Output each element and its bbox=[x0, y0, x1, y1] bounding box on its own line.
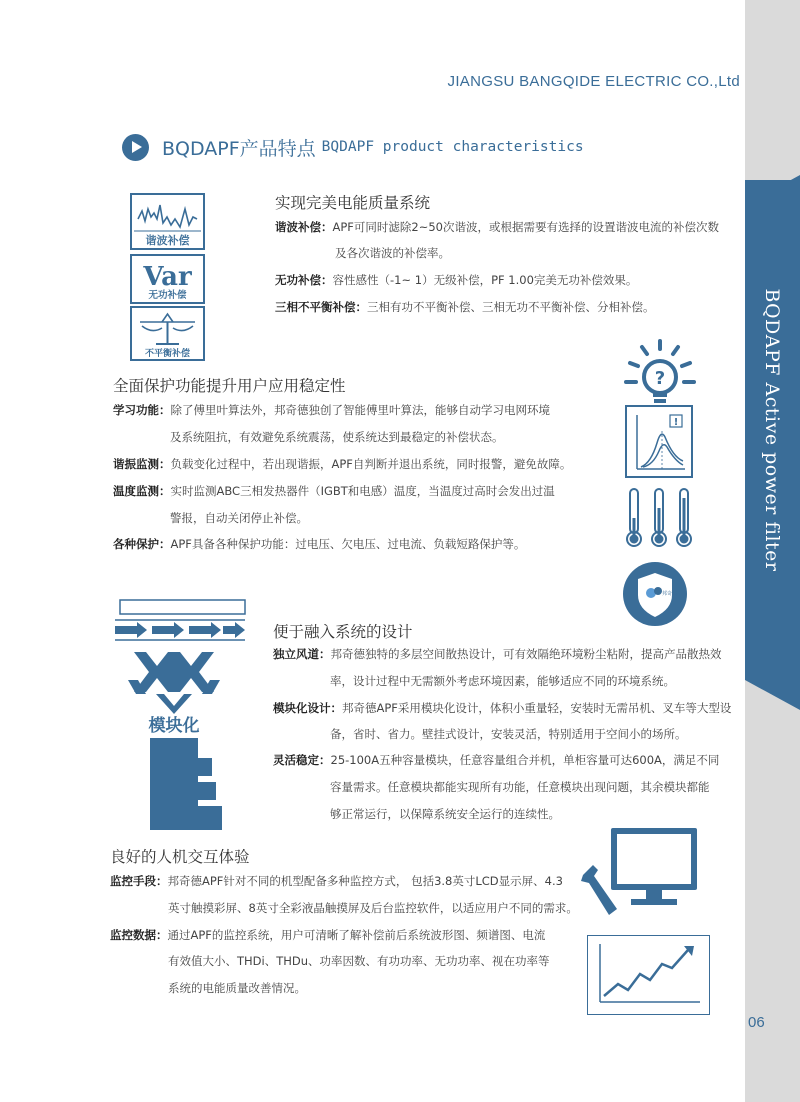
section3-line-6: 容量需求。任意模块都能实现所有功能，任意模块出现问题，其余模块都能 bbox=[330, 780, 710, 794]
var-text: Var bbox=[143, 262, 192, 292]
module-icon bbox=[124, 650, 224, 736]
harmonic-label: 谐波补偿 bbox=[145, 234, 190, 247]
section3-line-7: 够正常运行，以保障系统安全运行的连续性。 bbox=[330, 807, 560, 821]
module-cabinet-icon bbox=[150, 738, 225, 830]
title-en: BQDAPF product characteristics bbox=[321, 139, 584, 155]
title-cn: BQDAPF产品特点 bbox=[162, 137, 316, 160]
monitor-wrench-icon bbox=[575, 823, 700, 923]
page-number: 06 bbox=[748, 1014, 765, 1031]
harmonic-compensation-icon bbox=[130, 193, 205, 250]
unbalance-compensation-icon bbox=[130, 306, 205, 361]
section1-line-1: 谐波补偿：APF可同时滤除2~50次谐波，或根据需要有选择的设置谐波电流的补偿次数 bbox=[275, 220, 719, 234]
module-label: 模块化 bbox=[148, 716, 200, 736]
trend-chart-icon bbox=[587, 935, 710, 1015]
play-icon bbox=[122, 134, 149, 161]
section2-line-5: 警报，自动关闭停止补偿。 bbox=[170, 511, 308, 525]
section2-line-3: 谐振监测：负载变化过程中，若出现谐振，APF自判断并退出系统，同时报警，避免故障。 bbox=[113, 457, 572, 471]
svg-text:?: ? bbox=[654, 368, 666, 389]
section3-line-2: 率，设计过程中无需额外考虑环境因素，能够适应不同的环境系统。 bbox=[330, 674, 675, 688]
section3-line-5: 灵活稳定：25-100A五种容量模块，任意容量组合并机，单柜容量可达600A，满足不同 bbox=[273, 753, 720, 767]
side-title: BQDAPF Active power filter bbox=[761, 288, 783, 572]
section2-line-1: 学习功能：除了傅里叶算法外，邦奇德独创了智能傅里叶算法，能够自动学习电网环境 bbox=[113, 403, 550, 417]
var-compensation-icon bbox=[130, 254, 205, 304]
lightbulb-icon bbox=[620, 337, 700, 407]
page-title bbox=[122, 133, 584, 161]
thermometer-icon bbox=[622, 486, 697, 550]
section2-line-4: 温度监测：实时监测ABC三相发热器件（IGBT和电感）温度，当温度过高时会发出过温 bbox=[113, 484, 555, 498]
section4-line-5: 系统的电能质量改善情况。 bbox=[168, 981, 306, 995]
section3-heading: 便于融入系统的设计 bbox=[273, 623, 413, 641]
airflow-duct-icon bbox=[112, 598, 247, 646]
section4-line-3: 监控数据：通过APF的监控系统，用户可清晰了解补偿前后系统波形图、频谱图、电流 bbox=[110, 928, 546, 942]
section1-line-2: 及各次谐波的补偿率。 bbox=[335, 246, 450, 260]
svg-text:!: ! bbox=[673, 417, 679, 428]
section3-line-3: 模块化设计：邦奇德APF采用模块化设计，体积小重量轻，安装时无需吊机、叉车等大型设 bbox=[273, 701, 732, 715]
section2-line-6: 各种保护：APF具备各种保护功能：过电压、欠电压、过电流、负载短路保护等。 bbox=[113, 537, 526, 551]
section4-line-1: 监控手段：邦奇德APF针对不同的机型配备多种监控方式， 包括3.8英寸LCD显示屏、4.3 bbox=[110, 874, 563, 888]
section2-heading: 全面保护功能提升用户应用稳定性 bbox=[113, 377, 346, 395]
unbalance-label: 不平衡补偿 bbox=[144, 349, 191, 359]
resonance-chart-icon bbox=[625, 405, 693, 478]
section2-line-2: 及系统阻抗，有效避免系统震荡，使系统达到最稳定的补偿状态。 bbox=[170, 430, 504, 444]
company-name: JIANGSU BANGQIDE ELECTRIC CO.,Ltd bbox=[447, 73, 740, 90]
section1-line-4: 三相不平衡补偿：三相有功不平衡补偿、三相无功不平衡补偿、分相补偿。 bbox=[275, 300, 655, 314]
shield-label: 邦奇德 bbox=[662, 591, 678, 597]
section4-line-4: 有效值大小、THDi、THDu、功率因数、有功功率、无功功率、视在功率等 bbox=[168, 954, 550, 968]
section3-line-4: 备，省时、省力。壁挂式设计，安装灵活，特别适用于空间小的场所。 bbox=[330, 727, 687, 741]
section1-line-3: 无功补偿：容性感性（-1~ 1）无级补偿，PF 1.00完美无功补偿效果。 bbox=[275, 273, 638, 287]
section1-heading: 实现完美电能质量系统 bbox=[275, 194, 431, 212]
side-band-bottom-edge bbox=[745, 680, 800, 710]
var-label: 无功补偿 bbox=[148, 290, 187, 301]
shield-logo-icon bbox=[622, 561, 688, 627]
section4-line-2: 英寸触摸彩屏、8英寸全彩液晶触摸屏及后台监控软件，以适应用户不同的需求。 bbox=[168, 901, 578, 915]
section3-line-1: 独立风道：邦奇德独特的多层空间散热设计，可有效隔绝环境粉尘粘附，提高产品散热效 bbox=[273, 647, 722, 661]
section4-heading: 良好的人机交互体验 bbox=[110, 848, 250, 866]
